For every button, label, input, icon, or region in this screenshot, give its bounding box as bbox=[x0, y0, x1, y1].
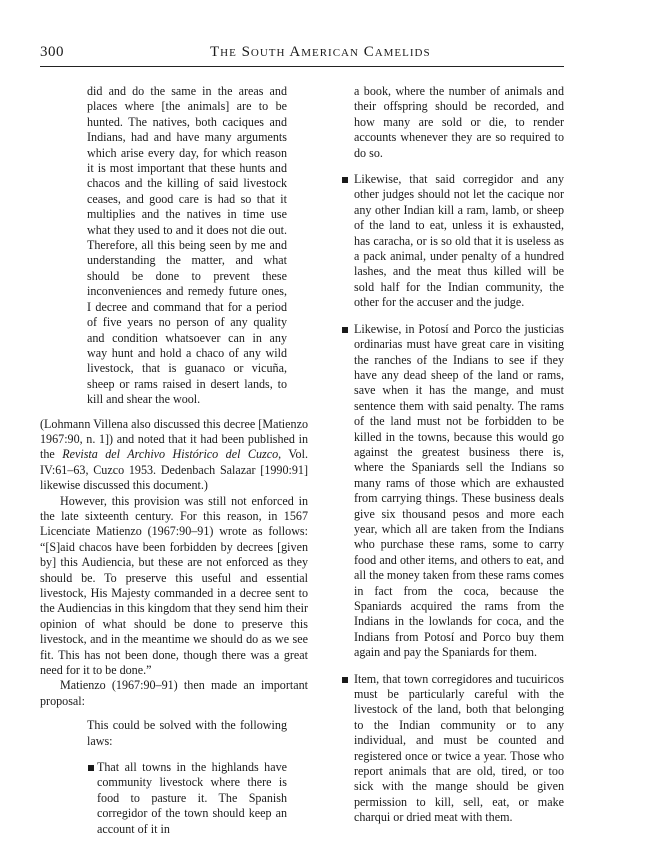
block-quote-top: did and do the same in the areas and places where [the animals] are to be hunted. The natives, both caciques and Indians, had and have many arguments which arise every day, for which reason it is most important that these hunts and chacos and the killing of said livestock ceases, and good care is had so that it multiplies and the natives in time use what they used to and it does not die out. Therefore, all this being seen by me and understanding the matter, and what should be done to prevent these inconveniences and remedy future ones, I decree and command that for a period of five years no person of any quality and condition whatsoever can in any way hunt and hold a chaco of any wild livestock, that is guanaco or vicuña, sheep or rams raised in desert lands, to kill and shear the wool. bbox=[87, 84, 287, 407]
bullet-square-icon bbox=[88, 765, 94, 771]
paragraph-lohmann bbox=[40, 417, 308, 494]
bullet-item-3-text: Likewise, in Potosí and Porco the justicias ordinarias must have great care in visiting the ranches of the Indians to see if they have any dead sheep of the land or rams, save when it has the mange, and must sentence them with said penalty. The rams of the land must not be forbidden to be killed in the towns, because this would go against the greatest business there is, where the Spaniards sell the Indians so many rams of those which are exhausted from carrying things. These business deals give six thousand pesos and more each year, which all are taken from the Indians who purchase these rams, some to carry food and other items, and others to eat, and all the money taken from these rams comes in fact from the coca, because the Spaniards acquired the rams from the Indians in the lowlands for coca, and the Indians from Potosí and Porco buy them again and pay the Spaniards for them. bbox=[354, 321, 564, 660]
header-rule bbox=[40, 66, 564, 67]
bullet-item-2 bbox=[340, 172, 564, 311]
paragraph-lohmann-a: (Lohmann Villena also discussed this decree [Matienzo 1967:90, n. 1]) and noted that it had been published in the bbox=[40, 416, 308, 462]
page-header bbox=[40, 40, 563, 66]
bullet-item-1-continued: a book, where the number of animals and their offspring should be recorded, and how many are sold or die, to render accounts whenever they are so required to do so. bbox=[354, 84, 564, 160]
bullet-item-2-text: Likewise, that said corregidor and any other judges should not let the cacique nor any other Indian kill a ram, lamb, or sheep of the land to eat, unless it is exhausted, has caracha, or is so old that it is useless as a pack animal, under penalty of a hundred lashes, and the meat thus killed will be sold half for the Indian community, the other for the accuser and the judge. bbox=[354, 172, 564, 310]
bullet-item-1-text: That all towns in the highlands have community livestock where there is food to pasture it. The Spanish corregidor of the town should keep an account of it in bbox=[97, 760, 287, 836]
bullet-item-4-text: Item, that town corregidores and tucuiricos must be particularly careful with the livestock of the land, both that belonging to the Indian community or to any individual, and must be counted and registered once or twice a year. Those who report animals that are old, tired, or too sick with the mange should be given permission to kill, sell, eat, or make charqui or dried meat with them. bbox=[354, 671, 564, 825]
left-column bbox=[40, 84, 308, 837]
bullet-square-icon bbox=[342, 677, 348, 683]
bullet-square-icon bbox=[342, 327, 348, 333]
running-head: The South American Camelids bbox=[210, 44, 431, 60]
page-number: 300 bbox=[40, 44, 64, 60]
journal-title: Revista del Archivo Histórico del Cuzco bbox=[62, 447, 279, 462]
bullet-item-4 bbox=[340, 672, 564, 826]
paragraph-however: However, this provision was still not enforced in the late sixteenth century. For this reason, in 1567 Licenciate Matienzo (1967:90–91) wrote as follows: “[S]aid chacos have been forbidden by decrees [given by] this Audiencia, but these are not enforced as they should be. To preserve this useful and essential livestock, His Majesty commanded in a decree sent to the Audiencias in this kingdom that they send him their opinion of what should be done to preserve this livestock, and in the meantime we should do as we see fit. This has not been done, though there was a great need for it to be done.” bbox=[40, 493, 308, 678]
block-quote-intro: This could be solved with the following laws: bbox=[87, 718, 287, 748]
bullet-item-1 bbox=[87, 760, 287, 837]
bullet-item-3 bbox=[340, 322, 564, 661]
right-column bbox=[340, 84, 564, 826]
paragraph-matienzo: Matienzo (1967:90–91) then made an important proposal: bbox=[40, 678, 308, 708]
paragraph-lohmann-b: , Vol. IV:61–63, Cuzco 1953. Dedenbach Salazar [1990:91] likewise discussed this document.) bbox=[40, 447, 308, 493]
bullet-square-icon bbox=[342, 177, 348, 183]
